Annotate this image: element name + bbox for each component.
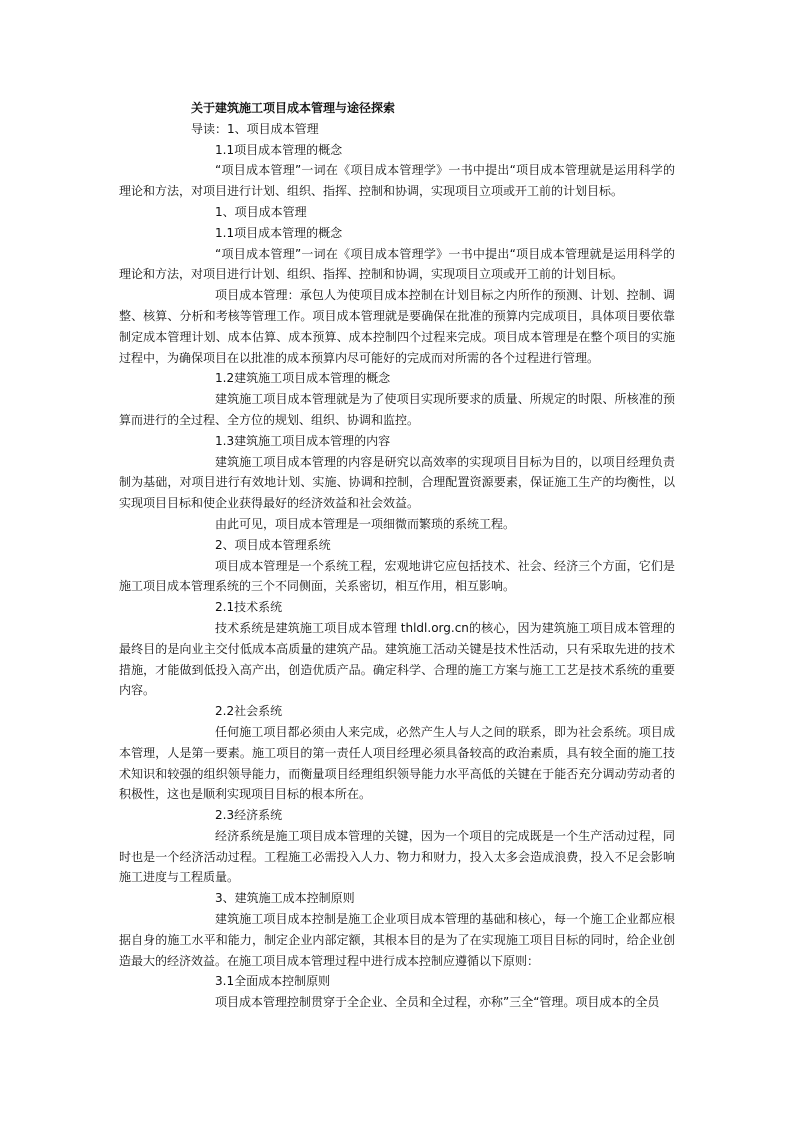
document-title: 关于建筑施工项目成本管理与途径探索 <box>191 101 396 115</box>
paragraph: 由此可见，项目成本管理是一项细微而繁琐的系统工程。 <box>215 516 516 531</box>
paragraph: 任何施工项目都必须由人来完成，必然产生人与人之间的联系，即为社会系统。项目成本管理，人是第一要素。施工项目的第一责任人项目经理必须具备较高的政治素质，具有较全面的施工技术知识和较强的组织领导能力，而衡量项目经理组织领导能力水平高低的关键在于能否充分调动劳动者的积极性，这也是顺利实现项目目标的根本所在。 <box>119 724 675 802</box>
paragraph: 经济系统是施工项目成本管理的关键，因为一个项目的完成既是一个生产活动过程，同时也是一个经济活动过程。工程施工必需投入人力、物力和财力，投入太多会造成浪费，投入不足会影响施工进度与工程质量。 <box>119 828 675 885</box>
paragraph: 技术系统是建筑施工项目成本管理 thldl.org.cn的核心，因为建筑施工项目成本管理的最终目的是向业主交付低成本高质量的建筑产品。建筑施工活动关键是技术性活动，只有采取先进的技术措施，才能做到低投入高产出，创造优质产品。确定科学、合理的施工方案与施工工艺是技术系统的重要内容。 <box>119 620 675 698</box>
paragraph: “项目成本管理”一词在《项目成本管理学》一书中提出“项目成本管理就是运用科学的理论和方法，对项目进行计划、组织、指挥、控制和协调，实现项目立项或开工前的计划目标。 <box>119 246 675 282</box>
subheading: 2.2社会系统 <box>215 704 283 719</box>
paragraph: “项目成本管理”一词在《项目成本管理学》一书中提出“项目成本管理就是运用科学的理论和方法，对项目进行计划、组织、指挥、控制和协调，实现项目立项或开工前的计划目标。 <box>119 163 675 199</box>
section-heading: 3、建筑施工成本控制原则 <box>215 891 355 906</box>
paragraph: 建筑施工项目成本控制是施工企业项目成本管理的基础和核心，每一个施工企业都应根据自身的施工水平和能力，制定企业内部定额，其根本目的是为了在实现施工项目目标的同时，给企业创造最大的经济效益。在施工项目成本管理过程中进行成本控制应遵循以下原则： <box>119 912 675 968</box>
subheading: 1.2建筑施工项目成本管理的概念 <box>215 371 391 386</box>
paragraph: 项目成本管理是一个系统工程，宏观地讲它应包括技术、社会、经济三个方面，它们是施工项目成本管理系统的三个不同侧面，关系密切，相互作用，相互影响。 <box>119 558 675 594</box>
section-heading: 2、项目成本管理系统 <box>215 537 331 552</box>
paragraph: 项目成本管理控制贯穿于全企业、全员和全过程，亦称”三全“管理。项目成本的全员 <box>215 995 660 1010</box>
lead-line: 导读：1、项目成本管理 <box>191 121 319 136</box>
paragraph: 建筑施工项目成本管理的内容是研究以高效率的实现项目目标为目的，以项目经理负责制为基础，对项目进行有效地计划、实施、协调和控制，合理配置资源要素，保证施工生产的均衡性，以实现项目目标和使企业获得最好的经济效益和社会效益。 <box>119 454 675 511</box>
paragraph: 项目成本管理：承包人为使项目成本控制在计划目标之内所作的预测、计划、控制、调整、核算、分析和考核等管理工作。项目成本管理就是要确保在批准的预算内完成项目，具体项目要依靠制定成本管理计划、成本估算、成本预算、成本控制四个过程来完成。项目成本管理是在整个项目的实施过程中，为确保项目在以批准的成本预算内尽可能好的完成而对所需的各个过程进行管理。 <box>119 288 675 365</box>
subheading: 2.1技术系统 <box>215 600 283 615</box>
subheading: 3.1全面成本控制原则 <box>215 974 331 989</box>
document-body <box>119 98 675 1013</box>
paragraph: 建筑施工项目成本管理就是为了使项目实现所要求的质量、所规定的时限、所核准的预算而进行的全过程、全方位的规划、组织、协调和监控。 <box>119 392 675 427</box>
subheading: 1.1项目成本管理的概念 <box>215 142 343 157</box>
subheading: 1.1项目成本管理的概念 <box>215 225 343 240</box>
section-heading: 1、项目成本管理 <box>215 204 307 219</box>
subheading: 2.3经济系统 <box>215 808 283 823</box>
subheading: 1.3建筑施工项目成本管理的内容 <box>215 433 391 448</box>
